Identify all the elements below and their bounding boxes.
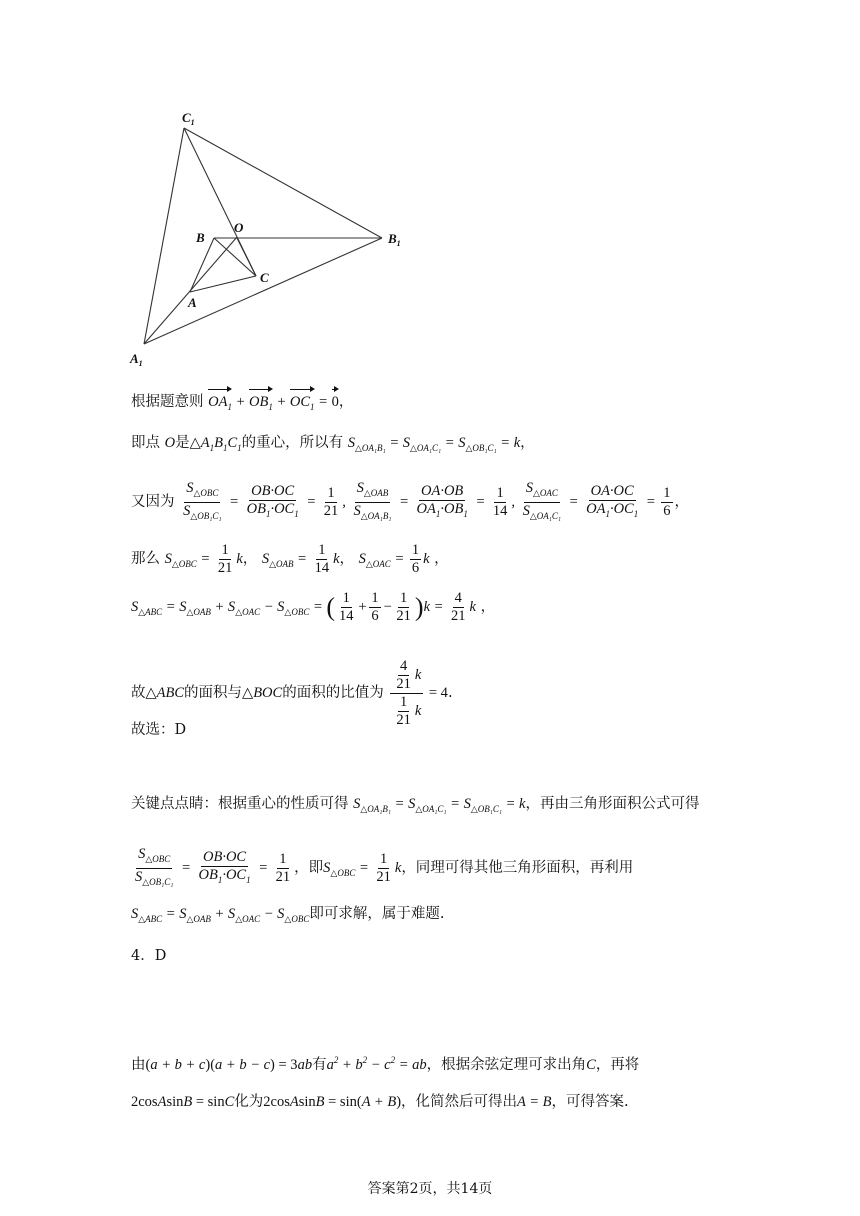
edge-c1-b1 xyxy=(184,128,382,238)
edge-b-a xyxy=(190,238,214,292)
edge-a-c xyxy=(190,276,256,292)
question-4-label: 4．D xyxy=(131,948,167,964)
label-b1: $B_1$ xyxy=(388,231,401,248)
edge-a1-c1 xyxy=(144,128,184,344)
key-point-line-1: 关键点点睛：根据重心的性质可得 $S_{\triangle OA_1B_1} = S_{\triangle OA_1C_1} = S_{\triangle OB_1C_1} = k$，再由三角形面积公式可得 xyxy=(131,796,700,814)
question-4-line-1: 由(a + b + c)(a + b − c) = 3ab有$a^2 + b^2 - c^2$ = ab，根据余弦定理可求出角C，再将 xyxy=(131,1055,640,1073)
triangle-figure xyxy=(126,104,416,372)
label-a: A xyxy=(188,295,197,310)
line-vector-sum: 根据题意则 $OA_1 + OB_1 + OC_1 = 0$， xyxy=(131,387,353,417)
line-ratio-result: 故△ABC的面积与△BOC的面积的比值为 $\frac{4}{21}$ k $\frac{1}{21}$ k = 4. xyxy=(131,658,453,728)
question-4-line-2: 2cosAsinB = sinC化为2cosAsinB = sin(A + B)，化简然后可得出A = B，可得答案. xyxy=(131,1094,629,1110)
label-c: C xyxy=(260,270,269,285)
label-o: O xyxy=(234,220,244,235)
line-abc-area: $S_{\triangle ABC} = S_{\triangle OAB} + S_{\triangle OAC} - S_{\triangle OBC}$ = ( $\frac{1}{14}$ + $\frac{1}{6}$ − $\frac{1}{21}$ )k = $\frac{4}{21}$ k ， xyxy=(131,590,496,624)
line-ratios: 又因为 $\frac{S_{\triangle OBC}}{S_{\triangle OB_1C_1}}$ = $\frac{OB\cdot OC}{OB_1\cdot OC_1}$ = $\frac{1}{21}$ , $\frac{S_{\triangle OAB}}{S_{\triangle OA_1B_1}}$ = $\frac{OA\cdot OB}{OA_1\cdot OB_1}$ = $\frac{1}{14}$ , $\frac{S_{\triangle OAC}}{S_{\triangle OA_1C_1}}$ = $\frac{OA\cdot OC}{OA_1\cdot OC_1}$ = $\frac{1}{6}$ ， xyxy=(131,480,690,521)
line-areas: 那么 $S_{\triangle OBC}$ = $\frac{1}{21}$ k， $S_{\triangle OAB}$ = $\frac{1}{14}$ k， $S_{\triangle OAC}$ = $\frac{1}{6}$ k ， xyxy=(131,542,449,576)
edge-a1-b1 xyxy=(144,238,382,344)
edge-o-c xyxy=(237,238,256,276)
line-centroid: 即点 O是$\triangle A_1B_1C_1$的重心，所以有 $S_{\triangle OA_1B_1} = S_{\triangle OA_1C_1} = S_{\triangle OB_1C_1} = k$， xyxy=(131,435,535,453)
label-b: B xyxy=(196,230,205,245)
page-footer: 答案第2页，共14页 xyxy=(367,1181,493,1197)
key-point-line-3: $S_{\triangle ABC} = S_{\triangle OAB} + S_{\triangle OAC} - S_{\triangle OBC}$即可求解，属于难题. xyxy=(131,906,445,924)
label-c1: $C_1$ xyxy=(182,110,195,127)
answer-line: 故选：D xyxy=(131,722,187,738)
label-a1: $A_1$ xyxy=(130,351,143,368)
key-point-line-2: $\frac{S_{\triangle OBC}}{S_{\triangle OB_1C_1}}$ = $\frac{OB\cdot OC}{OB_1\cdot OC_1}$ = $\frac{1}{21}$ ，即$S_{\triangle OBC}$ = $\frac{1}{21}$ k，同理可得其他三角形面积，再利用 xyxy=(135,846,634,887)
